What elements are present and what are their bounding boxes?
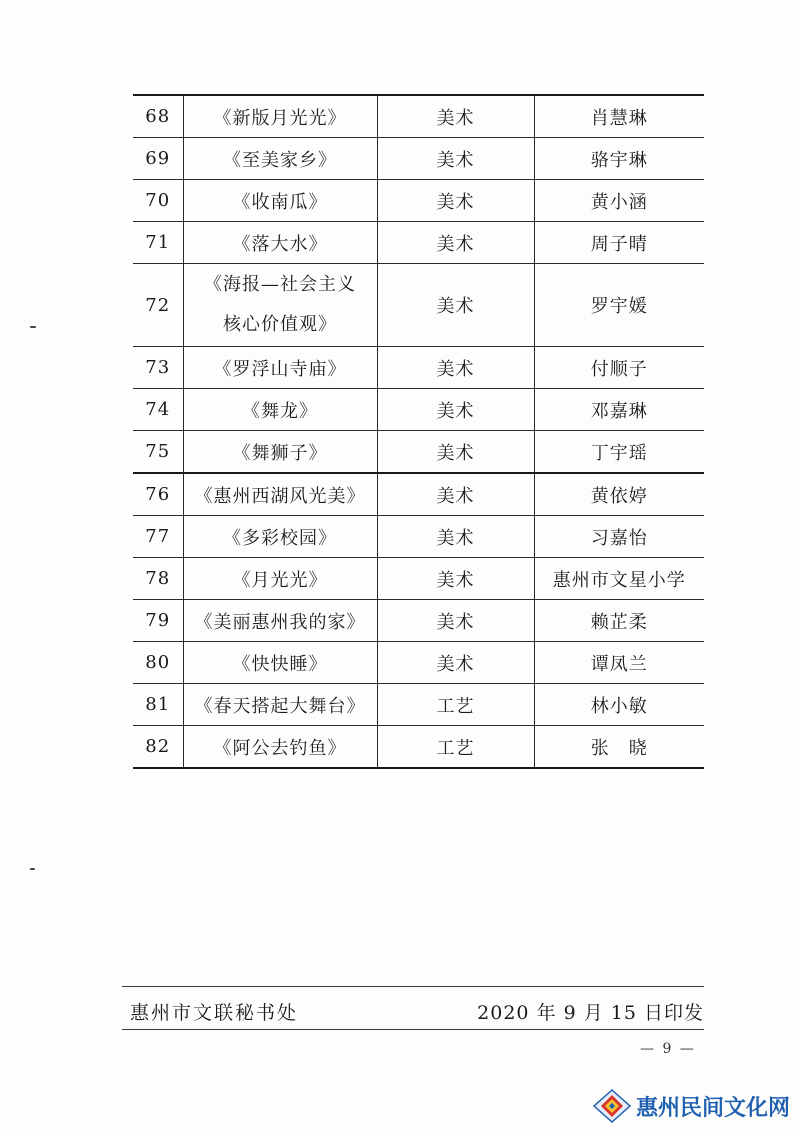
site-watermark — [592, 1086, 790, 1126]
work-title — [183, 264, 377, 347]
work-title: 《春天搭起大舞台》 — [183, 684, 377, 726]
author-name: 周子晴 — [534, 222, 704, 264]
work-title: 《月光光》 — [183, 558, 377, 600]
work-category: 美术 — [377, 222, 534, 264]
row-number: 72 — [133, 264, 183, 347]
table-row — [133, 516, 704, 558]
table-row — [133, 389, 704, 431]
row-number: 80 — [133, 642, 183, 684]
row-number: 68 — [133, 95, 183, 138]
table-row — [133, 642, 704, 684]
table-row — [133, 264, 704, 347]
author-name: 骆宇琳 — [534, 138, 704, 180]
work-category: 美术 — [377, 431, 534, 474]
author-name: 丁宇瑶 — [534, 431, 704, 474]
row-number: 76 — [133, 473, 183, 516]
table-row — [133, 558, 704, 600]
row-number: 79 — [133, 600, 183, 642]
work-title: 《落大水》 — [183, 222, 377, 264]
diamond-logo-icon — [592, 1088, 632, 1124]
author-name: 邓嘉琳 — [534, 389, 704, 431]
work-title: 《阿公去钓鱼》 — [183, 726, 377, 769]
table-row — [133, 95, 704, 138]
author-name: 谭凤兰 — [534, 642, 704, 684]
author-name: 张 晓 — [534, 726, 704, 769]
footer-rule-top — [122, 986, 704, 987]
work-category: 美术 — [377, 389, 534, 431]
work-title: 《多彩校园》 — [183, 516, 377, 558]
work-category: 美术 — [377, 558, 534, 600]
scan-speck — [30, 326, 36, 328]
table-row — [133, 726, 704, 769]
row-number: 81 — [133, 684, 183, 726]
author-name: 林小敏 — [534, 684, 704, 726]
row-number: 74 — [133, 389, 183, 431]
author-name: 赖芷柔 — [534, 600, 704, 642]
work-title: 《舞龙》 — [183, 389, 377, 431]
row-number: 71 — [133, 222, 183, 264]
work-title-line: 《海报—社会主义 — [204, 274, 356, 295]
issue-date: 2020 年 9 月 15 日印发 — [477, 1002, 704, 1024]
row-number: 73 — [133, 347, 183, 389]
author-name: 习嘉怡 — [534, 516, 704, 558]
work-category: 美术 — [377, 642, 534, 684]
author-name: 黄小涵 — [534, 180, 704, 222]
watermark-text: 惠州民间文化网 — [636, 1095, 791, 1121]
work-title: 《新版月光光》 — [183, 95, 377, 138]
table-row — [133, 473, 704, 516]
author-name: 惠州市文星小学 — [534, 558, 704, 600]
table-row — [133, 431, 704, 474]
work-category: 美术 — [377, 95, 534, 138]
work-title: 《美丽惠州我的家》 — [183, 600, 377, 642]
scan-speck — [30, 868, 35, 870]
table-row — [133, 222, 704, 264]
row-number: 75 — [133, 431, 183, 474]
issuer-name: 惠州市文联秘书处 — [130, 1002, 299, 1024]
page-number: — 9 — — [640, 1041, 696, 1057]
work-category: 工艺 — [377, 726, 534, 769]
author-name: 罗宇媛 — [534, 264, 704, 347]
work-title: 《收南瓜》 — [183, 180, 377, 222]
work-title: 《罗浮山寺庙》 — [183, 347, 377, 389]
table-row — [133, 684, 704, 726]
work-category: 美术 — [377, 473, 534, 516]
work-title: 《舞狮子》 — [183, 431, 377, 474]
row-number: 70 — [133, 180, 183, 222]
work-category: 美术 — [377, 138, 534, 180]
work-category: 工艺 — [377, 684, 534, 726]
author-name: 付顺子 — [534, 347, 704, 389]
table-row — [133, 600, 704, 642]
work-category: 美术 — [377, 516, 534, 558]
work-title: 《惠州西湖风光美》 — [183, 473, 377, 516]
author-name: 肖慧琳 — [534, 95, 704, 138]
row-number: 69 — [133, 138, 183, 180]
row-number: 82 — [133, 726, 183, 769]
awards-table — [133, 94, 704, 769]
author-name: 黄依婷 — [534, 473, 704, 516]
row-number: 78 — [133, 558, 183, 600]
work-title: 《至美家乡》 — [183, 138, 377, 180]
work-category: 美术 — [377, 264, 534, 347]
work-category: 美术 — [377, 600, 534, 642]
table-row — [133, 138, 704, 180]
work-title: 《快快睡》 — [183, 642, 377, 684]
work-category: 美术 — [377, 347, 534, 389]
table-row — [133, 347, 704, 389]
row-number: 77 — [133, 516, 183, 558]
table-row — [133, 180, 704, 222]
work-title-line: 核心价值观》 — [223, 314, 337, 335]
work-category: 美术 — [377, 180, 534, 222]
footer-rule-bottom — [122, 1029, 704, 1030]
